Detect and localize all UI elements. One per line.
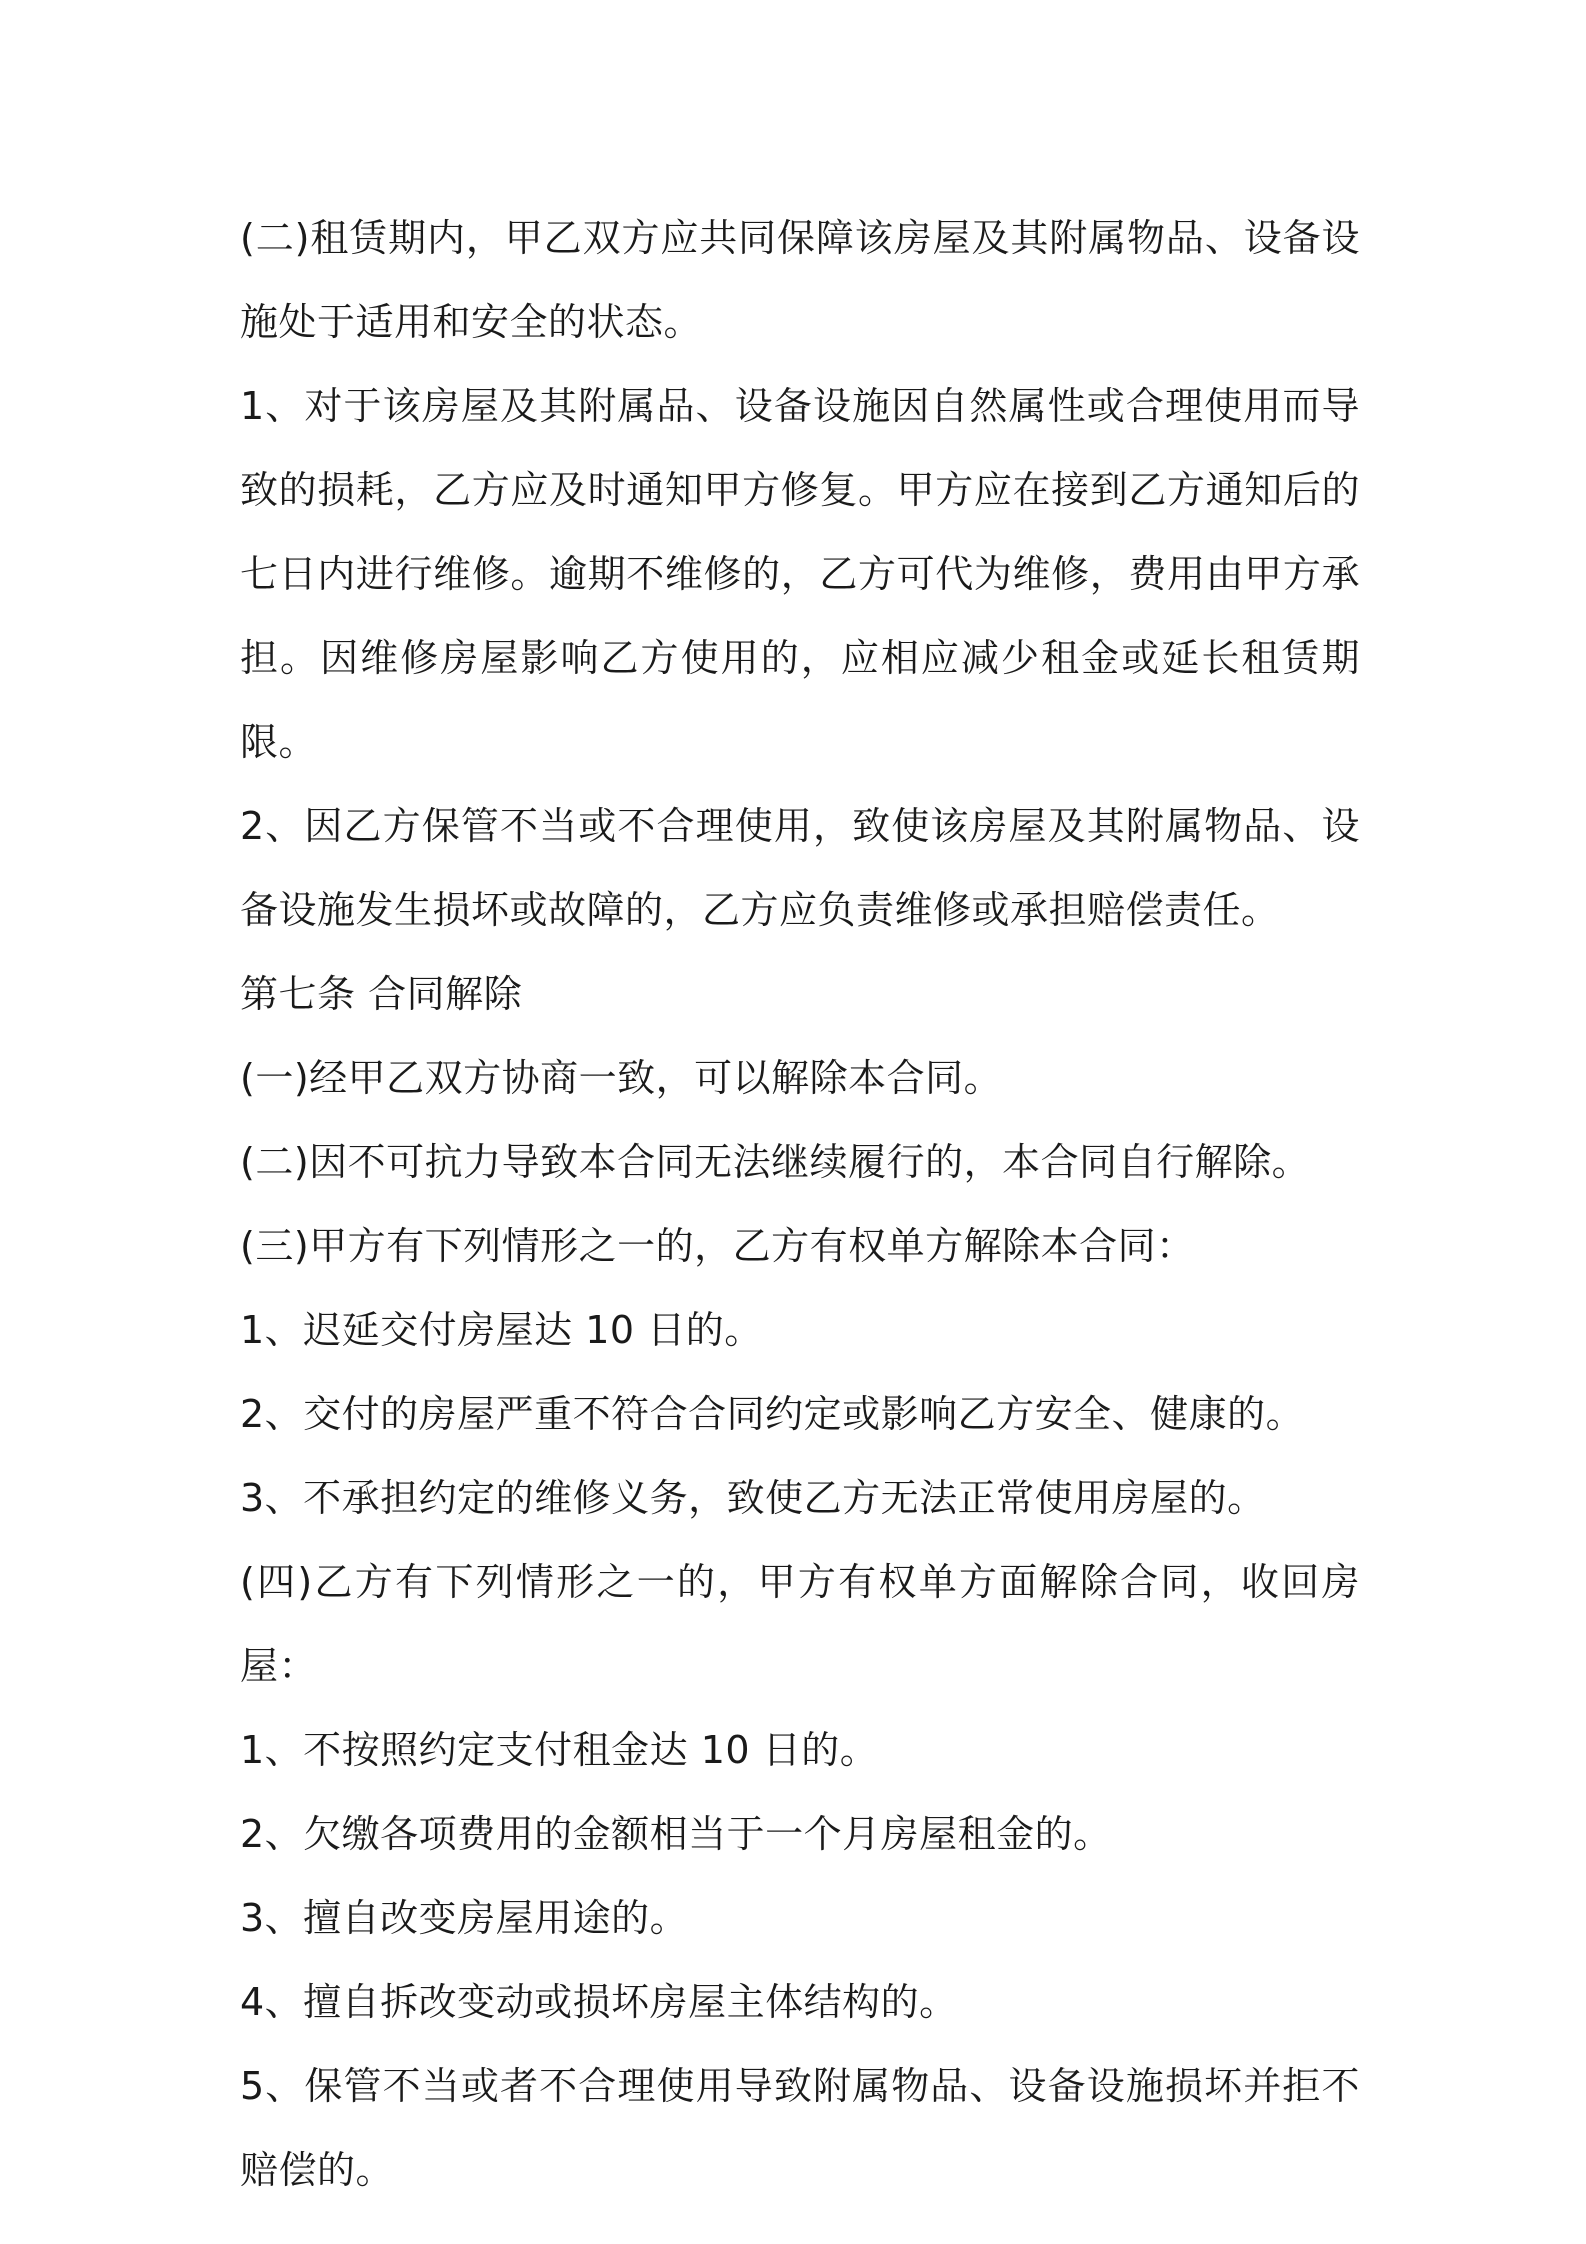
list-item-tenant-5: 5、保管不当或者不合理使用导致附属物品、设备设施损坏并拒不赔偿的。	[240, 2064, 1360, 2192]
paragraph-termination-3: (三)甲方有下列情形之一的，乙方有权单方解除本合同：	[240, 1224, 1195, 1268]
list-item-landlord-1: 1、迟延交付房屋达 10 日的。	[240, 1308, 763, 1352]
paragraph-termination-4: (四)乙方有下列情形之一的，甲方有权单方面解除合同，收回房屋：	[240, 1560, 1360, 1688]
section-heading-article-7: 第七条 合同解除	[240, 972, 523, 1016]
paragraph-repair-clause-1: 1、对于该房屋及其附属品、设备设施因自然属性或合理使用而导致的损耗，乙方应及时通知甲方修复。甲方应在接到乙方通知后的七日内进行维修。逾期不维修的，乙方可代为维修，费用由甲方承担。因维修房屋影响乙方使用的，应相应减少租金或延长租赁期限。	[240, 384, 1360, 764]
list-item-tenant-2: 2、欠缴各项费用的金额相当于一个月房屋租金的。	[240, 1812, 1112, 1856]
list-item-tenant-4: 4、擅自拆改变动或损坏房屋主体结构的。	[240, 1980, 958, 2024]
list-item-landlord-2: 2、交付的房屋严重不符合合同约定或影响乙方安全、健康的。	[240, 1392, 1305, 1436]
paragraph-maintenance-duty: (二)租赁期内，甲乙双方应共同保障该房屋及其附属物品、设备设施处于适用和安全的状态。	[240, 216, 1360, 344]
paragraph-termination-2: (二)因不可抗力导致本合同无法继续履行的，本合同自行解除。	[240, 1140, 1311, 1184]
paragraph-termination-1: (一)经甲乙双方协商一致，可以解除本合同。	[240, 1056, 1003, 1100]
list-item-tenant-3: 3、擅自改变房屋用途的。	[240, 1896, 689, 1940]
list-item-landlord-3: 3、不承担约定的维修义务，致使乙方无法正常使用房屋的。	[240, 1476, 1266, 1520]
paragraph-repair-clause-2: 2、因乙方保管不当或不合理使用，致使该房屋及其附属物品、设备设施发生损坏或故障的，乙方应负责维修或承担赔偿责任。	[240, 804, 1360, 932]
document-body	[240, 196, 1360, 2212]
list-item-tenant-1: 1、不按照约定支付租金达 10 日的。	[240, 1728, 879, 1772]
